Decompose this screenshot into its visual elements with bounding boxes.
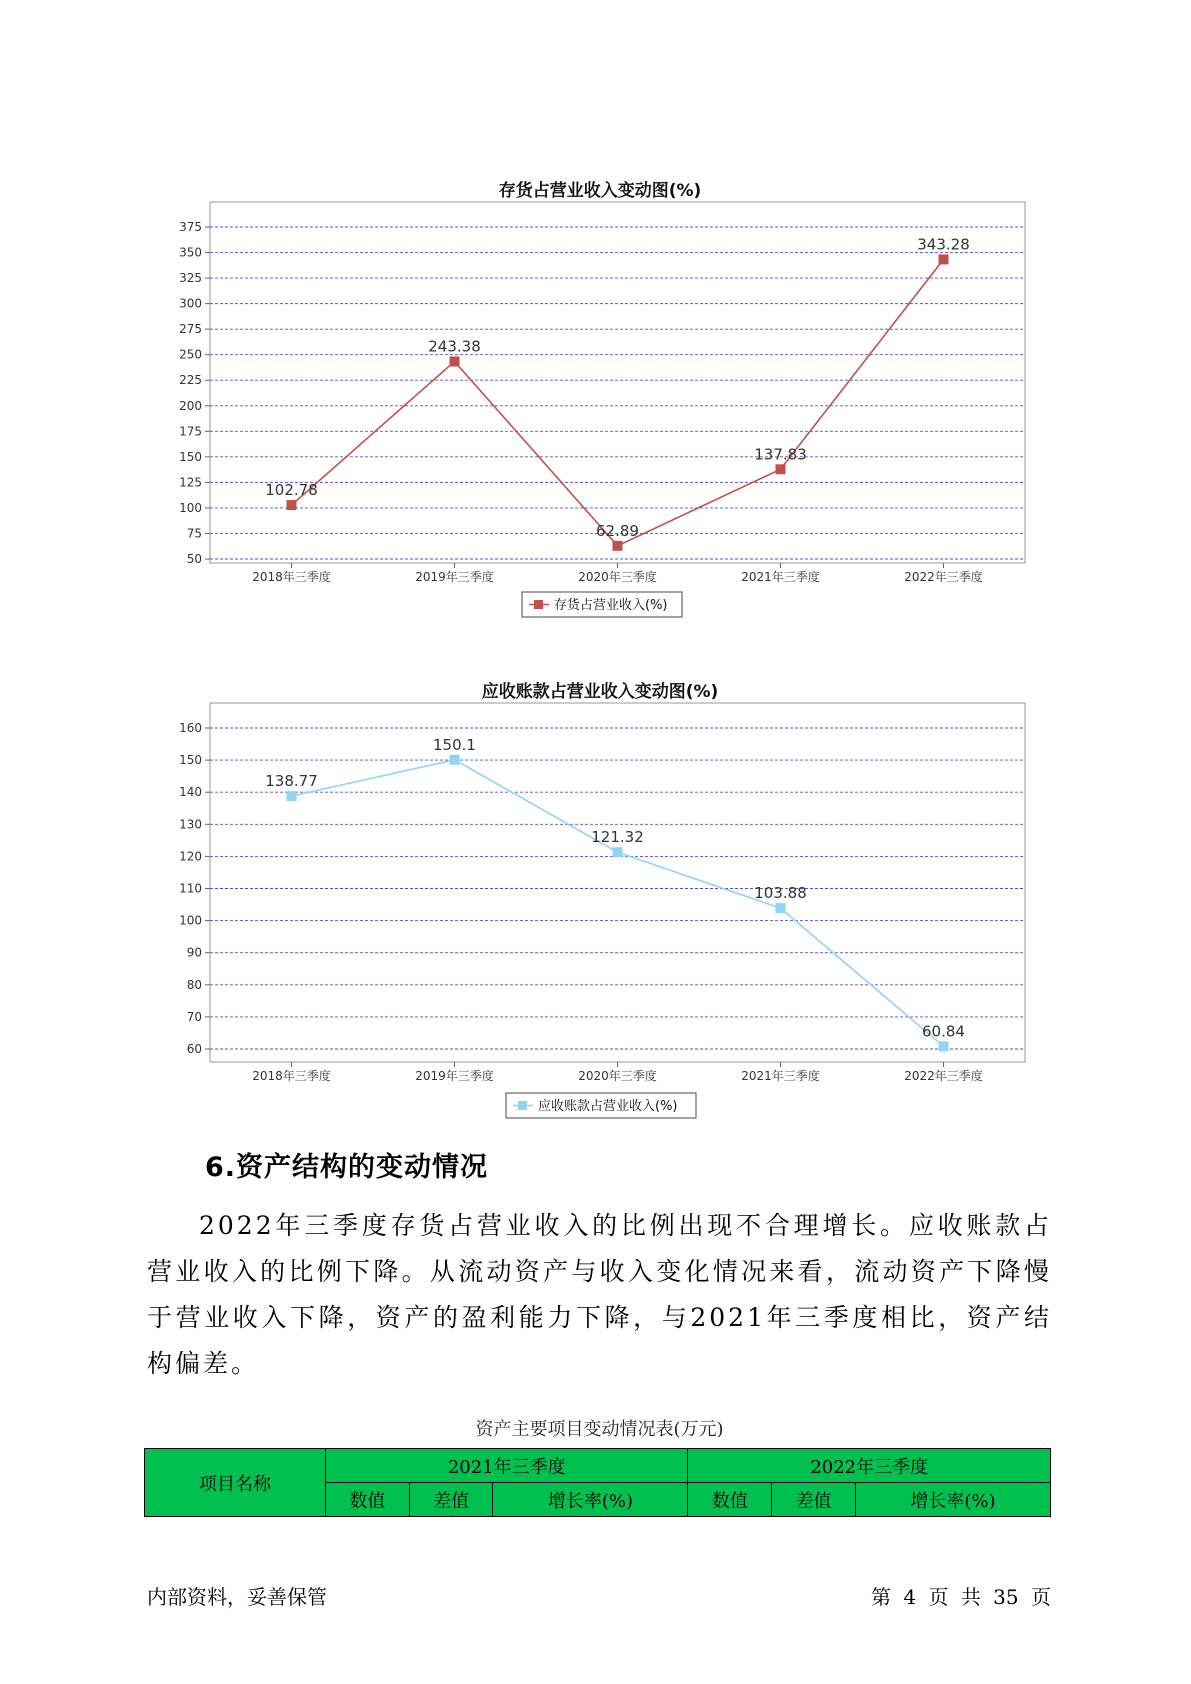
- receivables-plot-area: [210, 703, 1025, 1062]
- inventory-y-tick-label: 250: [179, 347, 202, 362]
- table-header-period-2021: 2021年三季度: [326, 1449, 688, 1483]
- receivables-x-tick-label: 2021年三季度: [741, 1069, 820, 1083]
- receivables-data-point: [776, 903, 786, 913]
- inventory-y-tick-label: 375: [179, 220, 202, 234]
- inventory-data-label: 102.78: [265, 481, 318, 500]
- receivables-x-tick-label: 2019年三季度: [415, 1069, 494, 1083]
- receivables-y-tick-label: 90: [186, 945, 202, 960]
- receivables-legend-marker: [518, 1101, 527, 1110]
- analysis-paragraph: 2022年三季度存货占营业收入的比例出现不合理增长。应收账款占营业收入的比例下降。从流动资产与收入变化情况来看，流动资产下降慢于营业收入下降，资产的盈利能力下降，与2021年三季度相比，资产结构偏差。: [147, 1211, 1052, 1378]
- receivables-y-tick-label: 70: [186, 1009, 202, 1024]
- inventory-x-tick-label: 2022年三季度: [904, 570, 983, 584]
- receivables-x-tick-label: 2022年三季度: [904, 1069, 983, 1083]
- receivables-y-tick-label: 160: [179, 721, 202, 735]
- table-subheader: 增长率(%): [493, 1483, 688, 1517]
- inventory-legend-label: 存货占营业收入(%): [554, 598, 668, 613]
- inventory-x-tick-label: 2021年三季度: [741, 570, 820, 584]
- footer-page-number: 第 4 页 共 35 页: [871, 1585, 1051, 1609]
- receivables-data-point: [939, 1041, 949, 1051]
- inventory-y-tick-label: 75: [186, 526, 202, 541]
- receivables-data-label: 121.32: [591, 828, 644, 847]
- inventory-chart-title: 存货占营业收入变动图(%): [498, 181, 702, 201]
- inventory-y-tick-label: 200: [179, 398, 202, 413]
- receivables-y-tick-label: 150: [179, 753, 202, 768]
- inventory-x-tick-label: 2020年三季度: [578, 570, 657, 584]
- table-header-period-2022: 2022年三季度: [688, 1449, 1051, 1483]
- receivables-data-point: [613, 847, 623, 857]
- receivables-data-point: [450, 755, 460, 765]
- inventory-x-tick-label: 2019年三季度: [415, 570, 494, 584]
- inventory-y-tick-label: 275: [179, 322, 202, 337]
- receivables-data-label: 60.84: [922, 1022, 965, 1041]
- table-caption: 资产主要项目变动情况表(万元): [475, 1419, 724, 1440]
- receivables-y-tick-label: 110: [179, 881, 202, 896]
- inventory-y-tick-label: 150: [179, 449, 202, 464]
- receivables-data-label: 138.77: [265, 772, 318, 791]
- inventory-y-tick-label: 100: [179, 500, 202, 515]
- asset-change-table: [144, 1448, 1051, 1517]
- inventory-y-tick-label: 325: [179, 271, 202, 286]
- receivables-data-label: 103.88: [754, 884, 807, 903]
- inventory-data-label: 243.38: [428, 337, 481, 356]
- table-subheader: 差值: [409, 1483, 493, 1517]
- receivables-y-tick-label: 120: [179, 849, 202, 864]
- table-subheader: 增长率(%): [855, 1483, 1050, 1517]
- inventory-x-tick-label: 2018年三季度: [252, 570, 331, 584]
- table-subheader: 数值: [688, 1483, 772, 1517]
- receivables-y-tick-label: 140: [179, 785, 202, 800]
- inventory-data-label: 137.83: [754, 445, 807, 464]
- receivables-legend-label: 应收账款占营业收入(%): [538, 1099, 678, 1114]
- receivables-chart-title: 应收账款占营业收入变动图(%): [481, 682, 719, 702]
- receivables-x-tick-label: 2018年三季度: [252, 1069, 331, 1083]
- section-heading: 6.资产结构的变动情况: [205, 1152, 489, 1183]
- inventory-y-tick-label: 175: [179, 424, 202, 439]
- table-header-item-name: 项目名称: [145, 1449, 326, 1517]
- inventory-data-label: 343.28: [917, 235, 970, 254]
- inventory-y-tick-label: 125: [179, 475, 202, 490]
- receivables-y-tick-label: 60: [186, 1042, 202, 1056]
- inventory-y-tick-label: 50: [186, 552, 202, 566]
- receivables-data-label: 150.1: [433, 735, 476, 754]
- footer-confidential-note: 内部资料，妥善保管: [147, 1585, 327, 1609]
- receivables-x-tick-label: 2020年三季度: [578, 1069, 657, 1083]
- receivables-y-tick-label: 80: [186, 977, 202, 992]
- inventory-y-tick-label: 225: [179, 373, 202, 388]
- receivables-data-point: [287, 791, 297, 801]
- inventory-y-tick-label: 350: [179, 245, 202, 260]
- receivables-y-tick-label: 100: [179, 913, 202, 928]
- table-subheader: 差值: [772, 1483, 856, 1517]
- inventory-y-tick-label: 300: [179, 296, 202, 311]
- receivables-y-tick-label: 130: [179, 817, 202, 832]
- inventory-data-label: 62.89: [596, 521, 639, 540]
- table-subheader: 数值: [326, 1483, 410, 1517]
